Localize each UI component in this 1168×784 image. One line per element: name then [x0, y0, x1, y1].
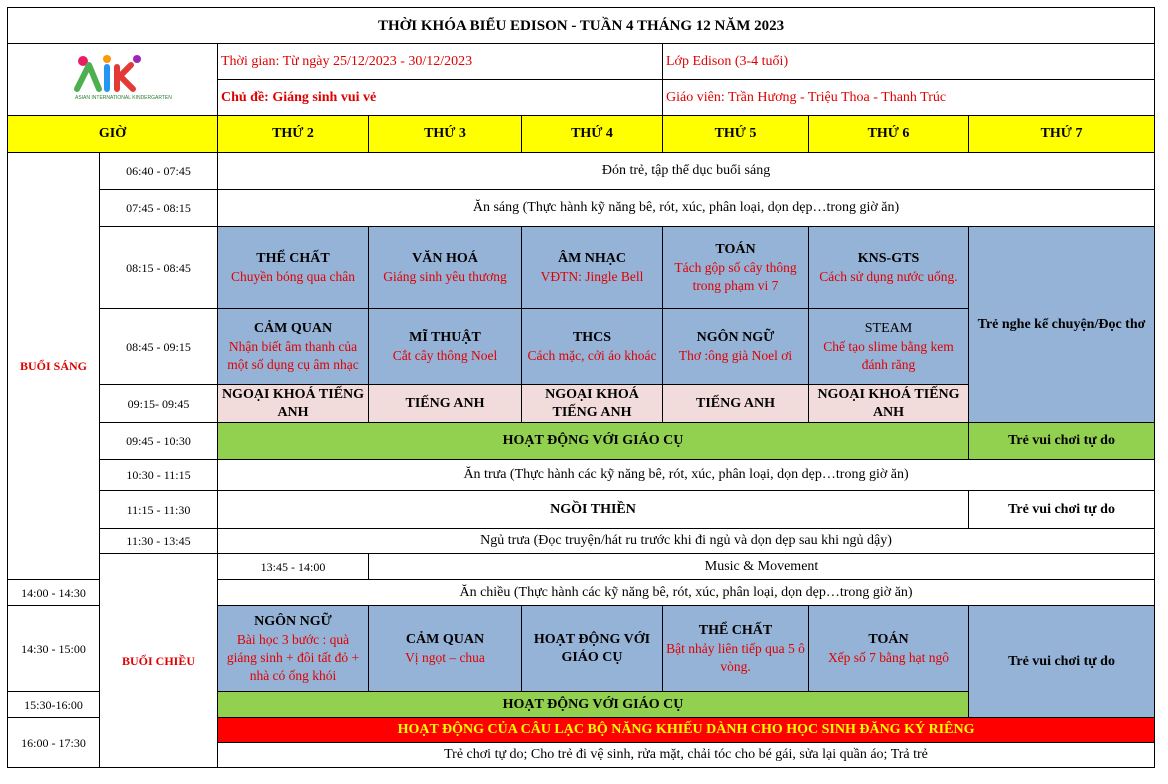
- english-cell: TIẾNG ANH: [369, 385, 522, 423]
- logo-cell: [8, 44, 218, 116]
- class-cell: CẢM QUAN Nhận biết âm thanh của một số dụng cụ âm nhạc: [218, 309, 369, 385]
- row-club: HOẠT ĐỘNG CỦA CÂU LẠC BỘ NĂNG KHIẾU DÀNH CHO HỌC SINH ĐĂNG KÝ RIÊNG: [218, 718, 1155, 743]
- time-slot: 07:45 - 08:15: [100, 190, 218, 227]
- time-slot: 08:15 - 08:45: [100, 227, 218, 309]
- time-slot: 10:30 - 11:15: [100, 460, 218, 491]
- header-day: THỨ 4: [522, 116, 663, 153]
- header-time: GIỜ: [8, 116, 218, 153]
- time-slot: 14:00 - 14:30: [8, 580, 100, 606]
- row-welcome: Đón trẻ, tập thể dục buổi sáng: [218, 153, 1155, 190]
- time-slot: 15:30-16:00: [8, 692, 100, 718]
- header-day: THỨ 6: [809, 116, 969, 153]
- class-cell: THỂ CHẤT Chuyền bóng qua chân: [218, 227, 369, 309]
- page-title: THỜI KHÓA BIỂU EDISON - TUẦN 4 THÁNG 12 NĂM 2023: [8, 8, 1155, 44]
- class-cell: THỂ CHẤT Bật nhảy liên tiếp qua 5 ô vòng.: [663, 606, 809, 692]
- time-slot: 09:45 - 10:30: [100, 423, 218, 460]
- class-cell: KNS-GTS Cách sử dụng nước uống.: [809, 227, 969, 309]
- time-slot: 14:30 - 15:00: [8, 606, 100, 692]
- english-cell: NGOẠI KHOÁ TIẾNG ANH: [218, 385, 369, 423]
- row-free-play: Trẻ vui chơi tự do: [969, 491, 1155, 529]
- aik-logo-icon: [71, 49, 172, 105]
- english-cell: NGOẠI KHOÁ TIẾNG ANH: [522, 385, 663, 423]
- row-breakfast: Ăn sáng (Thực hành kỹ năng bê, rót, xúc, phân loại, dọn dẹp…trong giờ ăn): [218, 190, 1155, 227]
- class-cell: NGÔN NGỮ Thơ :ông già Noel ơi: [663, 309, 809, 385]
- session-morning: BUỔI SÁNG: [8, 153, 100, 580]
- time-slot: 16:00 - 17:30: [8, 718, 100, 768]
- session-afternoon: BUỔI CHIỀU: [100, 554, 218, 768]
- info-theme: Chủ đề: Giáng sinh vui vẻ: [218, 80, 663, 116]
- info-teachers: Giáo viên: Trần Hương - Triệu Thoa - Thanh Trúc: [663, 80, 1155, 116]
- row-music: Music & Movement: [369, 554, 1155, 580]
- header-day: THỨ 7: [969, 116, 1155, 153]
- row-free-play: Trẻ vui chơi tự do: [969, 606, 1155, 718]
- time-slot: 08:45 - 09:15: [100, 309, 218, 385]
- row-nap: Ngủ trưa (Đọc truyện/hát ru trước khi đi ngủ và dọn dẹp sau khi ngủ dậy): [218, 529, 1155, 554]
- row-free-play: Trẻ vui chơi tự do: [969, 423, 1155, 460]
- time-slot: 06:40 - 07:45: [100, 153, 218, 190]
- logo-tagline: ASIAN INTERNATIONAL KINDERGARTEN: [74, 94, 172, 101]
- timetable: [7, 7, 1155, 768]
- timetable-container: [7, 7, 1155, 768]
- header-day: THỨ 2: [218, 116, 369, 153]
- header-day: THỨ 3: [369, 116, 522, 153]
- row-lunch: Ăn trưa (Thực hành các kỹ năng bê, rót, xúc, phân loại, dọn dẹp…trong giờ ăn): [218, 460, 1155, 491]
- saturday-story: Trẻ nghe kể chuyện/Đọc thơ: [969, 227, 1155, 423]
- class-cell: THCS Cách mặc, cởi áo khoác: [522, 309, 663, 385]
- row-teaching-aids: HOẠT ĐỘNG VỚI GIÁO CỤ: [218, 692, 969, 718]
- class-cell: TOÁN Xếp số 7 bằng hạt ngô: [809, 606, 969, 692]
- class-cell: MĨ THUẬT Cắt cây thông Noel: [369, 309, 522, 385]
- class-cell: CẢM QUAN Vị ngọt – chua: [369, 606, 522, 692]
- class-cell: STEAM Chế tạo slime bằng kem đánh răng: [809, 309, 969, 385]
- time-slot: 09:15- 09:45: [100, 385, 218, 423]
- info-class: Lớp Edison (3-4 tuổi): [663, 44, 1155, 80]
- time-slot: 13:45 - 14:00: [218, 554, 369, 580]
- info-time: Thời gian: Từ ngày 25/12/2023 - 30/12/2023: [218, 44, 663, 80]
- class-cell: ÂM NHẠC VĐTN: Jingle Bell: [522, 227, 663, 309]
- row-teaching-aids: HOẠT ĐỘNG VỚI GIÁO CỤ: [218, 423, 969, 460]
- english-cell: TIẾNG ANH: [663, 385, 809, 423]
- class-cell: TOÁN Tách gộp số cây thông trong phạm vi 7: [663, 227, 809, 309]
- time-slot: 11:30 - 13:45: [100, 529, 218, 554]
- row-snack: Ăn chiều (Thực hành các kỹ năng bê, rót, xúc, phân loại, dọn dẹp…trong giờ ăn): [218, 580, 1155, 606]
- class-cell: HOẠT ĐỘNG VỚI GIÁO CỤ: [522, 606, 663, 692]
- english-cell: NGOẠI KHOÁ TIẾNG ANH: [809, 385, 969, 423]
- time-slot: 11:15 - 11:30: [100, 491, 218, 529]
- row-meditation: NGỒI THIỀN: [218, 491, 969, 529]
- class-cell: NGÔN NGỮ Bài học 3 bước : quà giáng sinh + đôi tất đỏ + nhà có ống khói: [218, 606, 369, 692]
- header-day: THỨ 5: [663, 116, 809, 153]
- class-cell: VĂN HOÁ Giáng sinh yêu thương: [369, 227, 522, 309]
- row-pickup: Trẻ chơi tự do; Cho trẻ đi vệ sinh, rửa mặt, chải tóc cho bé gái, sửa lại quần áo; Trả trẻ: [218, 743, 1155, 768]
